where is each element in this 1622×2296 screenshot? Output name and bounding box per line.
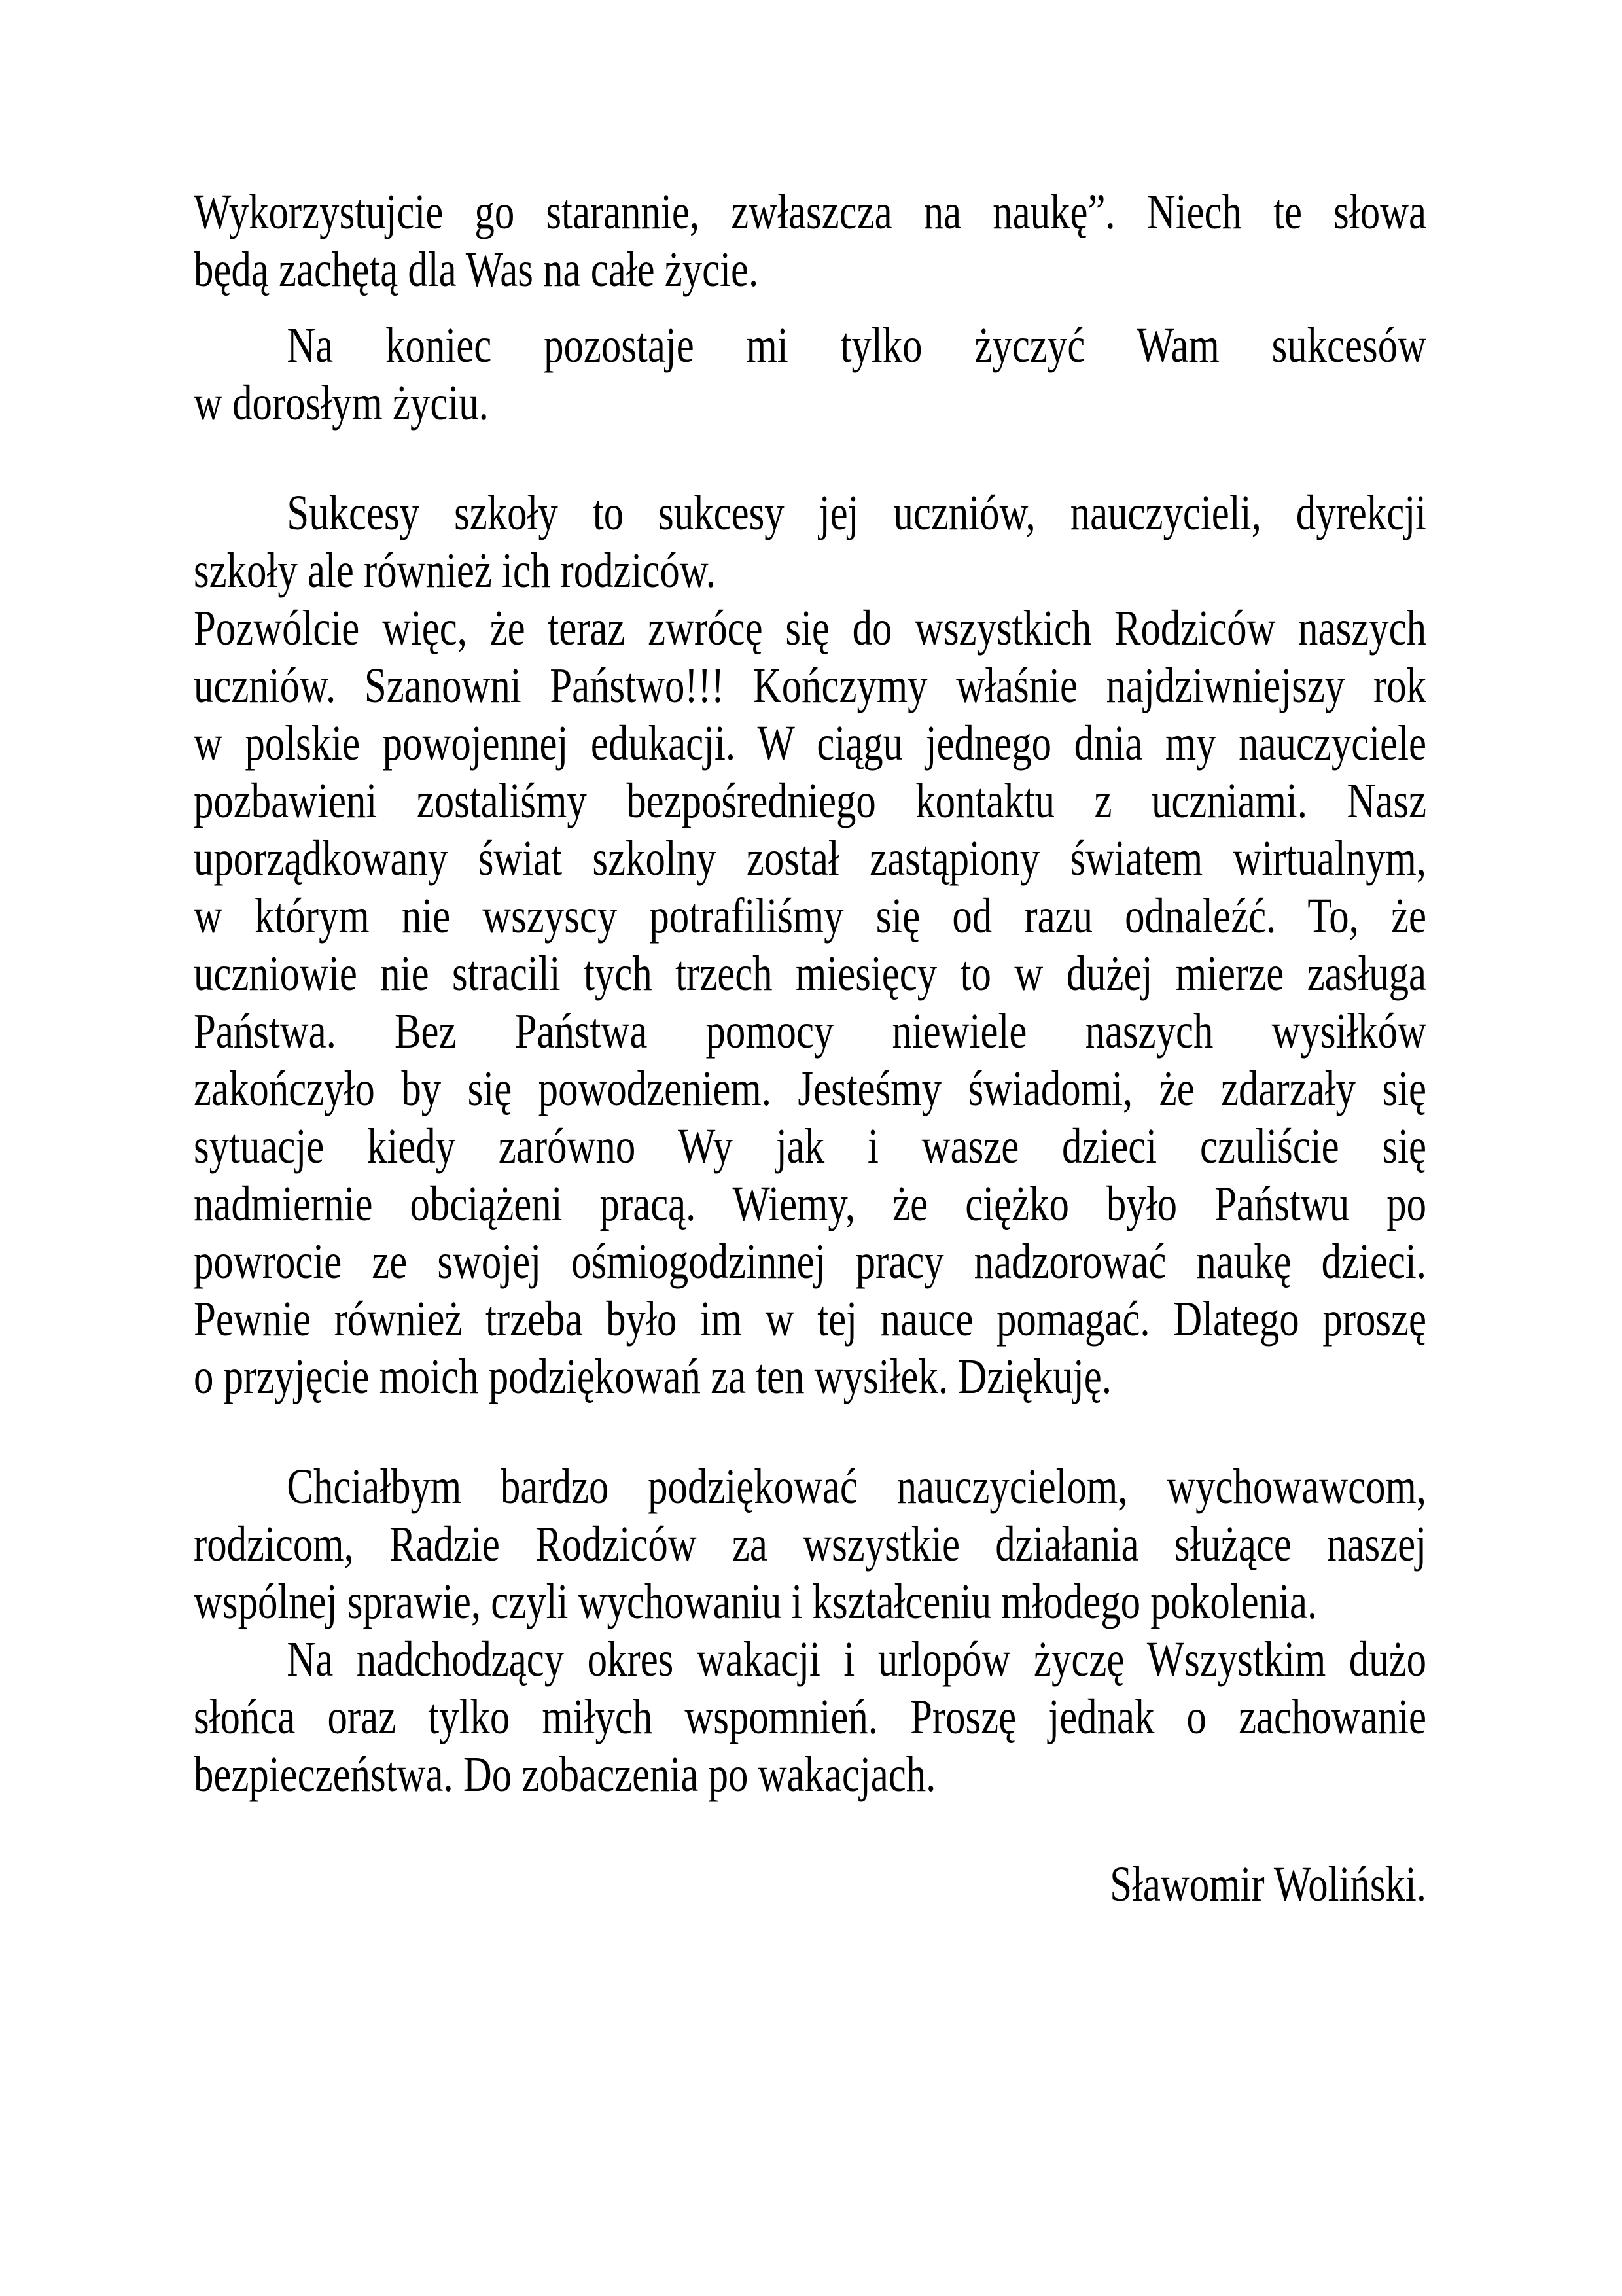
text-line: zakończyło by się powodzeniem. Jesteśmy świadomi, że zdarzały się <box>194 1061 1426 1116</box>
text-line: szkoły ale również ich rodziców. <box>194 543 716 598</box>
text-line: wspólnej sprawie, czyli wychowaniu i kształceniu młodego pokolenia. <box>194 1574 1318 1629</box>
text-line: Państwa. Bez Państwa pomocy niewiele naszych wysiłków <box>194 1004 1426 1059</box>
letter-paragraphs <box>194 183 1426 1803</box>
text-line: uczniów. Szanowni Państwo!!! Kończymy właśnie najdziwniejszy rok <box>194 658 1426 713</box>
paragraph <box>194 1631 1426 1803</box>
text-line: Wykorzystujcie go starannie, zwłaszcza na naukę”. Niech te słowa <box>194 185 1426 239</box>
paragraph <box>194 484 1426 599</box>
text-line: w dorosłym życiu. <box>194 376 489 431</box>
text-line: o przyjęcie moich podziękowań za ten wysiłek. Dziękuję. <box>194 1349 1112 1404</box>
text-line: rodzicom, Radzie Rodziców za wszystkie działania służące naszej <box>194 1517 1426 1572</box>
text-line: Na nadchodzący okres wakacji i urlopów życzę Wszystkim dużo <box>287 1632 1426 1687</box>
text-line: sytuacje kiedy zarówno Wy jak i wasze dzieci czuliście się <box>194 1119 1426 1174</box>
paragraph <box>194 317 1426 432</box>
signature: Sławomir Woliński. <box>1110 1857 1426 1912</box>
paragraph <box>194 1458 1426 1631</box>
text-line: słońca oraz tylko miłych wspomnień. Proszę jednak o zachowanie <box>194 1689 1426 1744</box>
text-line: nadmiernie obciążeni pracą. Wiemy, że ciężko było Państwu po <box>194 1176 1426 1231</box>
text-line: w polskie powojennej edukacji. W ciągu jednego dnia my nauczyciele <box>194 716 1426 771</box>
signature-block <box>194 1856 1426 1913</box>
text-line: Pewnie również trzeba było im w tej nauce pomagać. Dlatego proszę <box>194 1292 1426 1347</box>
text-line: uczniowie nie stracili tych trzech miesięcy to w dużej mierze zasługa <box>194 946 1426 1001</box>
text-line: będą zachętą dla Was na całe życie. <box>194 242 759 297</box>
paragraph <box>194 599 1426 1405</box>
text-line: w którym nie wszyscy potrafiliśmy się od razu odnaleźć. To, że <box>194 889 1426 944</box>
text-line: pozbawieni zostaliśmy bezpośredniego kontaktu z uczniami. Nasz <box>194 773 1426 828</box>
letter-body <box>194 183 1426 1913</box>
text-line: uporządkowany świat szkolny został zastąpiony światem wirtualnym, <box>194 831 1426 886</box>
text-line: Na koniec pozostaje mi tylko życzyć Wam sukcesów <box>287 318 1426 373</box>
text-line: Pozwólcie więc, że teraz zwrócę się do wszystkich Rodziców naszych <box>194 601 1426 656</box>
text-line: powrocie ze swojej ośmiogodzinnej pracy nadzorować naukę dzieci. <box>194 1234 1426 1289</box>
text-line: Chciałbym bardzo podziękować nauczycielom, wychowawcom, <box>287 1459 1426 1514</box>
paragraph <box>194 183 1426 298</box>
text-line: Sukcesy szkoły to sukcesy jej uczniów, nauczycieli, dyrekcji <box>287 486 1426 540</box>
text-line: bezpieczeństwa. Do zobaczenia po wakacjach. <box>194 1747 936 1802</box>
